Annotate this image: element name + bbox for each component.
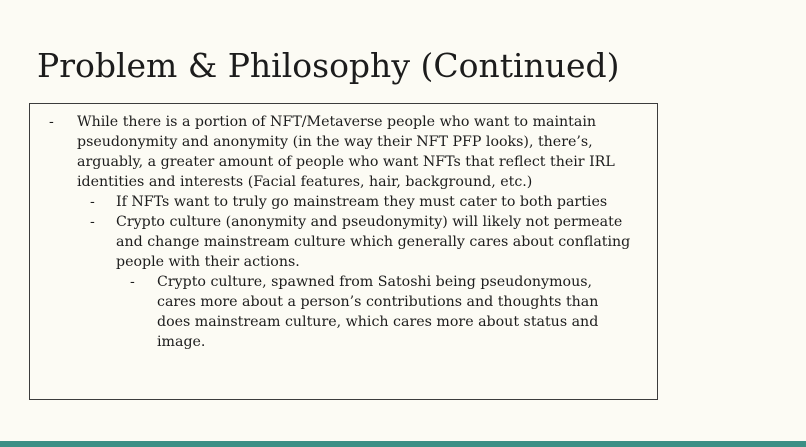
bullet-marker: - — [49, 114, 54, 130]
bullet-level-2 — [88, 192, 652, 212]
bullet-level-3 — [128, 272, 628, 352]
bullet-text: While there is a portion of NFT/Metaverse people who want to maintain pseudonymity and anonymity (in the way their NFT PFP looks), there’s, arguably, a greater amount of people who want NFTs that reflect their IRL identities and interests (Facial features, hair, background, etc.) — [77, 114, 615, 190]
slide-title: Problem & Philosophy (Continued) — [37, 46, 620, 85]
bullet-marker: - — [90, 214, 95, 230]
bullet-marker: - — [90, 194, 95, 210]
bullet-level-2 — [88, 212, 652, 272]
bullet-text: Crypto culture (anonymity and pseudonymity) will likely not permeate and change mainstream culture which generally cares about conflating people with their actions. — [116, 214, 631, 270]
bullet-text: Crypto culture, spawned from Satoshi being pseudonymous, cares more about a person’s contributions and thoughts than does mainstream culture, which cares more about status and image. — [157, 274, 599, 350]
accent-bar — [0, 441, 806, 447]
bullet-marker: - — [130, 274, 135, 290]
bullet-level-1 — [47, 112, 652, 192]
bullet-text: If NFTs want to truly go mainstream they must cater to both parties — [116, 194, 608, 210]
